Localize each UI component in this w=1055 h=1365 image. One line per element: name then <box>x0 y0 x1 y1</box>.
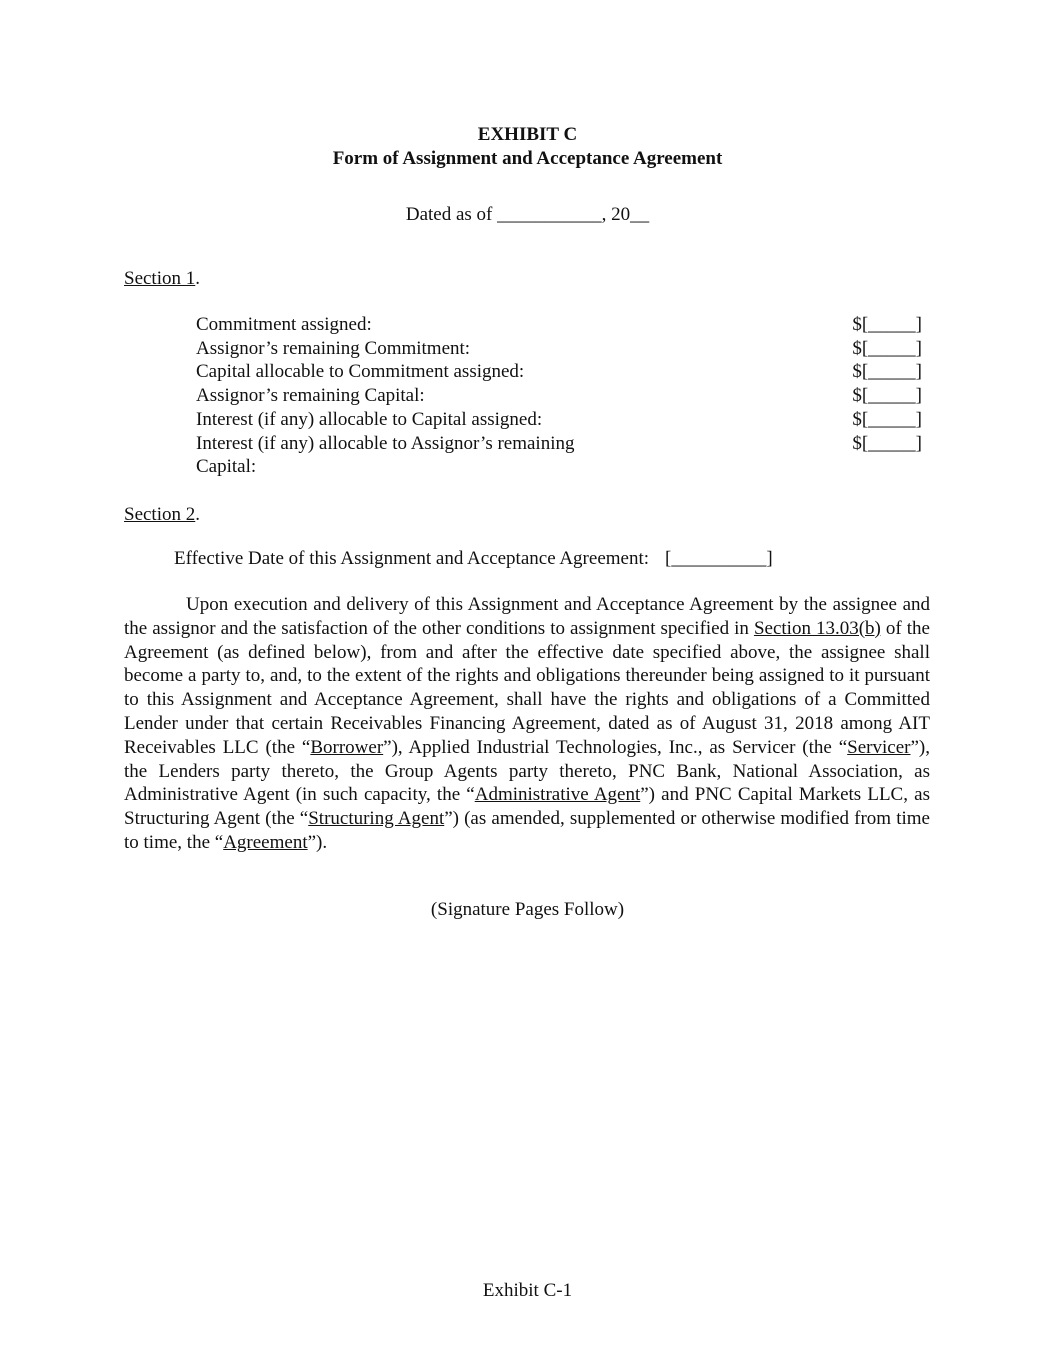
defined-term-administrative-agent: Administrative Agent <box>474 784 641 806</box>
amount-value: $[_____] <box>852 432 922 454</box>
section-2-heading-text: Section 2 <box>124 504 196 525</box>
amount-value: $[_____] <box>852 361 922 383</box>
section-reference: Section 13.03(b) <box>753 617 881 639</box>
effective-date-line <box>174 548 773 570</box>
amount-row <box>196 432 926 479</box>
section-1-heading-text: Section 1 <box>124 268 196 289</box>
defined-term-structuring-agent: Structuring Agent <box>308 808 445 830</box>
section-2-heading: Section 2. <box>124 504 200 525</box>
amount-label: Assignor’s remaining Commitment: <box>196 337 471 359</box>
defined-term-agreement: Agreement <box>223 831 308 853</box>
amount-value: $[_____] <box>852 408 922 430</box>
amount-row <box>196 408 926 432</box>
amount-row <box>196 337 926 361</box>
paragraph-text: ”) and PNC Capital Markets LLC, as Structuring Agent (the “ <box>124 784 930 830</box>
dated-line: Dated as of ___________, 20__ <box>405 204 650 225</box>
paragraph-text: ”). <box>307 831 328 853</box>
amount-label: Interest (if any) allocable to Assignor’s remaining Capital: <box>196 432 575 478</box>
signature-pages-note: (Signature Pages Follow) <box>430 899 625 920</box>
assignment-amounts-list <box>196 313 926 479</box>
amount-label: Capital allocable to Commitment assigned: <box>196 361 525 383</box>
amount-label: Assignor’s remaining Capital: <box>196 385 425 407</box>
amount-row <box>196 384 926 408</box>
effective-date-label: Effective Date of this Assignment and Acceptance Agreement: <box>174 548 650 569</box>
assignment-paragraph <box>124 593 930 855</box>
paragraph-text: ”), Applied Industrial Technologies, Inc., as Servicer (the “ <box>383 736 848 758</box>
paragraph-text: of the Agreement (as defined below), from and after the effective date specified above, the assignee shall become a party to, and, to the extent of the rights and obligations thereunder being assigned to it pursuant to this Assignment and Acceptance Agreement, shall have the rights and obligations of a Committed Lender under that certain Receivables Financing Agreement, dated as of August 31, 2018 among AIT Receivables LLC (the “ <box>124 617 930 758</box>
effective-date-value: [__________] <box>665 548 773 569</box>
paragraph-text: ”) (as amended, supplemented or otherwise modified from time to time, the “ <box>124 808 930 853</box>
page-footer: Exhibit C-1 <box>482 1280 573 1301</box>
amount-label: Commitment assigned: <box>196 314 372 335</box>
amount-value: $[_____] <box>852 385 922 407</box>
amount-row <box>196 313 926 337</box>
amount-row <box>196 360 926 384</box>
paragraph-text: ”), the Lenders party thereto, the Group Agents party thereto, PNC Bank, National Association, as Administrative Agent (in such capacity, the “ <box>124 736 930 806</box>
amount-value: $[_____] <box>852 314 922 335</box>
exhibit-title: EXHIBIT C <box>477 124 578 145</box>
form-title: Form of Assignment and Acceptance Agreement <box>332 148 723 169</box>
defined-term-borrower: Borrower <box>310 736 384 758</box>
paragraph-text: Upon execution and delivery of this Assignment and Acceptance Agreement by the assignee and the assignor and the satisfaction of the other conditions to assignment specified in <box>124 594 930 639</box>
defined-term-servicer: Servicer <box>847 736 911 758</box>
section-1-heading: Section 1. <box>124 268 200 289</box>
amount-value: $[_____] <box>852 337 922 359</box>
amount-label: Interest (if any) allocable to Capital assigned: <box>196 408 543 430</box>
